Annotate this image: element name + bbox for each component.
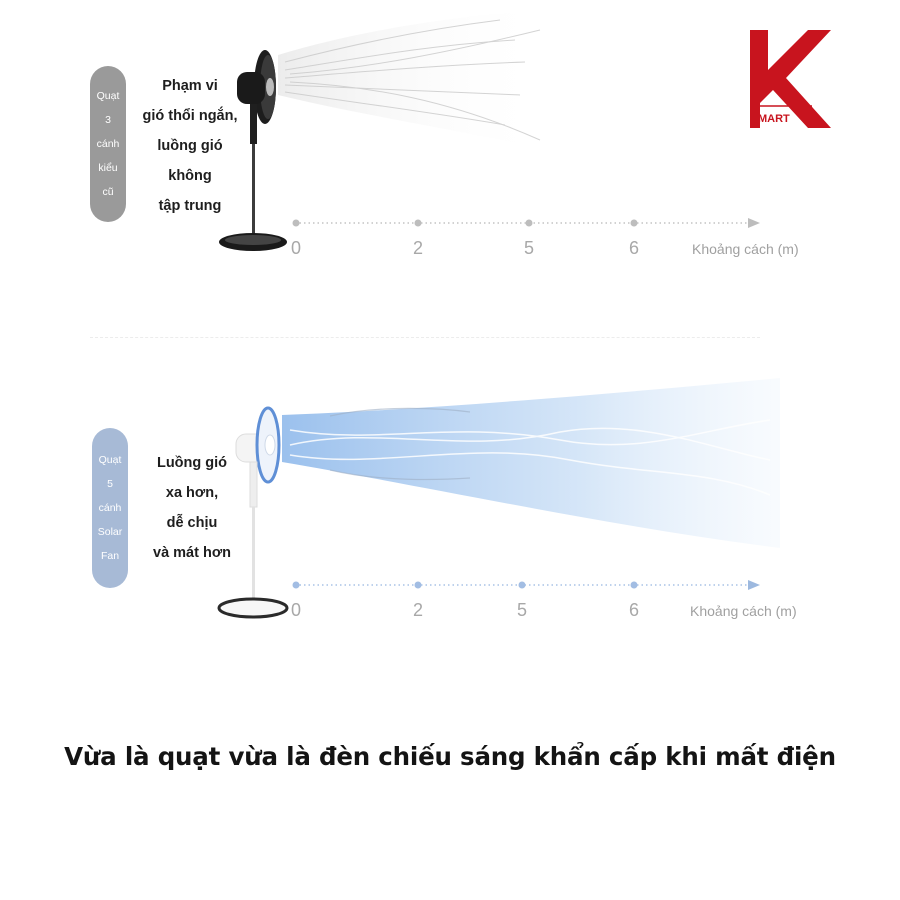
top-airflow: [278, 10, 548, 150]
label-line: 5: [107, 478, 113, 490]
tick-label: 5: [516, 600, 528, 620]
description-line: dễ chịu: [166, 515, 218, 531]
description-line: luồng gió: [157, 138, 223, 154]
axis-unit-label: Khoảng cách (m): [690, 603, 797, 619]
description-line: xa hơn,: [165, 485, 219, 501]
label-line: cũ: [102, 186, 114, 198]
tick-label: 6: [628, 600, 640, 620]
kmart-logo: [750, 30, 831, 128]
description-line: Luồng gió: [156, 455, 228, 471]
axis-unit-label: Khoảng cách (m): [692, 241, 799, 257]
label-line: cánh: [98, 502, 122, 514]
bottom-distance-axis: [293, 580, 761, 590]
description-line: và mát hơn: [153, 545, 231, 561]
tick-label: 2: [412, 600, 424, 620]
label-line: cánh: [96, 138, 120, 150]
description-line: không: [168, 168, 212, 184]
logo-text: MART: [758, 113, 790, 125]
solar-fan-description: [142, 448, 242, 568]
bottom-airflow: [282, 378, 780, 548]
tick-label: 0: [290, 238, 302, 258]
label-line: kiểu: [98, 162, 118, 174]
label-line: Solar: [97, 526, 123, 538]
top-distance-axis: [293, 218, 761, 228]
label-line: Quạt: [96, 90, 120, 102]
tick-label: 2: [412, 238, 424, 258]
old-fan-description: [140, 71, 240, 221]
label-line: Quạt: [98, 454, 122, 466]
tick-label: 5: [523, 238, 535, 258]
description-line: Phạm vi: [162, 78, 218, 94]
solar-fan-label: [92, 428, 128, 588]
tick-label: 6: [628, 238, 640, 258]
description-line: tập trung: [158, 198, 222, 214]
description-line: gió thổi ngắn,: [142, 108, 238, 124]
label-line: Fan: [100, 550, 120, 562]
label-line: 3: [105, 114, 111, 126]
headline: Vừa là quạt vừa là đèn chiếu sáng khẩn cấp khi mất điện: [64, 742, 836, 771]
old-fan-label: [90, 66, 126, 222]
tick-label: 0: [290, 600, 302, 620]
section-divider: [90, 337, 760, 338]
